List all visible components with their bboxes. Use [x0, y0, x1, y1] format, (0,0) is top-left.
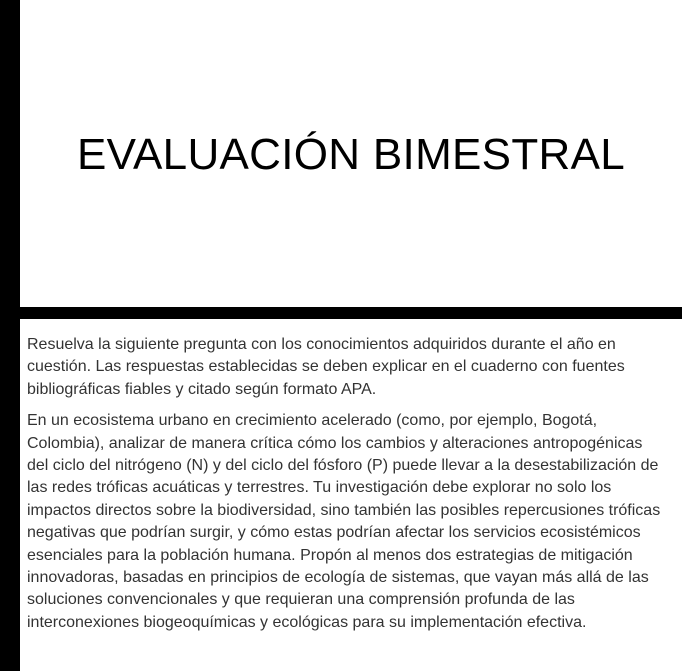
page-title: EVALUACIÓN BIMESTRAL [77, 129, 625, 179]
instructions-panel [20, 319, 682, 671]
question-paragraph: En un ecosistema urbano en crecimiento acelerado (como, por ejemplo, Bogotá, Colombia), analizar de manera crítica cómo los cambios y alteraciones antropogénicas del ciclo del nitrógeno (N) y del ciclo del fósforo (P) puede llevar a la desestabilización de las redes tróficas acuáticas y terrestres. Tu investigación debe explorar no solo los impactos directos sobre la biodiversidad, sino también las posibles repercusiones tróficas negativas que podrían surgir, y cómo estas podrían afectar los servicios ecosistémicos esenciales para la población humana. Propón al menos dos estrategias de mitigación innovadoras, basadas en principios de ecología de sistemas, que vayan más allá de las soluciones convencionales y que requieran una comprensión profunda de las interconexiones biogeoquímicas y ecológicas para su implementación efectiva. [27, 412, 661, 631]
title-panel [20, 0, 682, 307]
instructions-paragraph: Resuelva la siguiente pregunta con los conocimientos adquiridos durante el año en cuestión. Las respuestas establecidas se deben explicar en el cuaderno con fuentes bibliográficas fiables y citado según formato APA. [27, 336, 625, 398]
